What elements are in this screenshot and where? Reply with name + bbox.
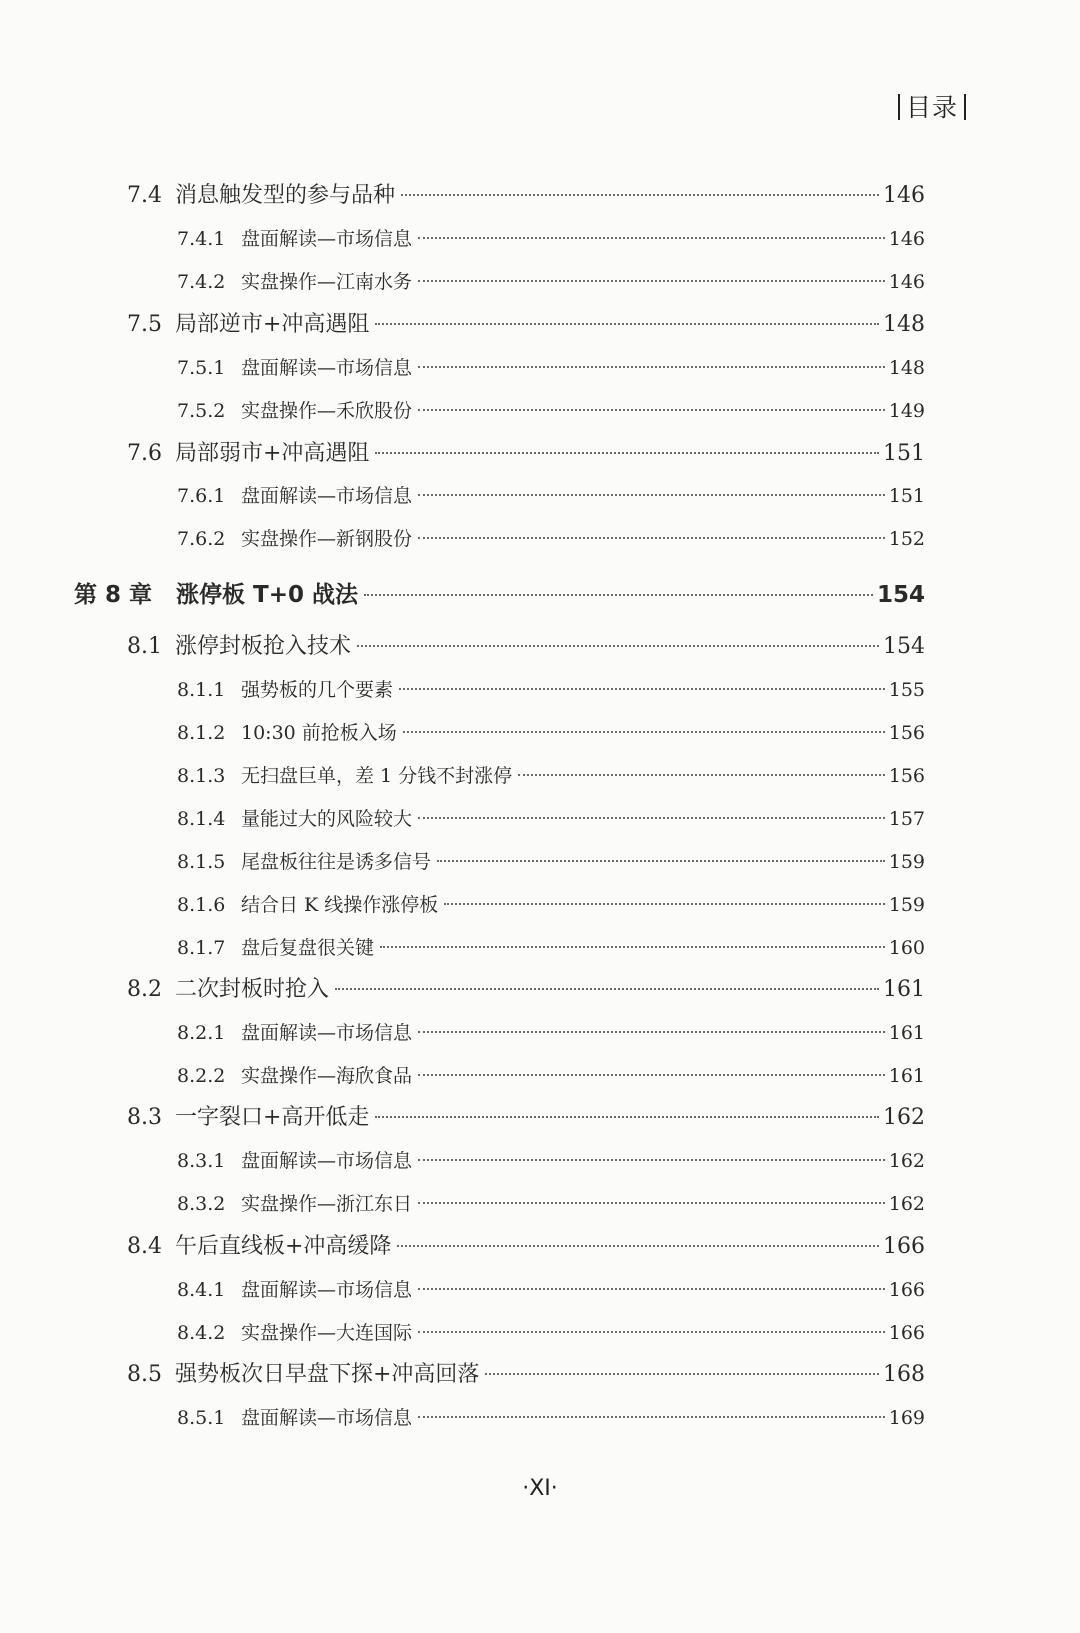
toc-subsection[interactable] <box>177 933 925 960</box>
toc-subsection[interactable] <box>177 1403 925 1430</box>
toc-number: 8.1.5 <box>177 851 226 873</box>
toc-title: 实盘操作—海欣食品 <box>241 1065 413 1087</box>
toc-subsection[interactable] <box>177 761 925 788</box>
dot-leader <box>418 280 885 282</box>
toc-title: 涨停封板抢入技术 <box>175 634 352 659</box>
toc-title: 盘面解读—市场信息 <box>241 1279 413 1301</box>
toc-title: 尾盘板往往是诱多信号 <box>241 851 432 873</box>
toc-title: 局部弱市+冲高遇阻 <box>175 441 370 466</box>
dot-leader <box>518 774 885 776</box>
toc-section[interactable] <box>127 629 925 660</box>
toc-subsection[interactable] <box>177 524 925 551</box>
dot-leader <box>418 1159 885 1161</box>
toc-number: 7.5 <box>127 312 162 337</box>
toc-number: 8.1.1 <box>177 679 226 701</box>
toc-section[interactable] <box>127 1357 925 1388</box>
toc-page: 161 <box>888 1022 925 1044</box>
toc-number: 8.1.7 <box>177 937 226 959</box>
toc-title: 10:30 前抢板入场 <box>241 722 397 744</box>
toc-page: 154 <box>876 582 925 608</box>
dot-leader <box>418 409 885 411</box>
toc-page: 146 <box>888 228 925 250</box>
toc-number: 7.5.2 <box>177 400 226 422</box>
toc-page: 146 <box>888 271 925 293</box>
dot-leader <box>444 903 884 905</box>
toc-subsection[interactable] <box>177 675 925 702</box>
toc-page: 162 <box>888 1193 925 1215</box>
toc-number: 8.2 <box>127 977 162 1002</box>
toc-subsection[interactable] <box>177 718 925 745</box>
dot-leader <box>437 860 885 862</box>
toc-number: 8.4.2 <box>177 1322 226 1344</box>
dot-leader <box>418 1202 885 1204</box>
toc-number: 8.3.2 <box>177 1193 226 1215</box>
toc-page: 161 <box>888 1065 925 1087</box>
toc-title: 实盘操作—新钢股份 <box>241 528 413 550</box>
toc-subsection[interactable] <box>177 353 925 380</box>
dot-leader <box>364 594 873 596</box>
toc-page: 148 <box>883 312 925 337</box>
dot-leader <box>418 1031 885 1033</box>
dot-leader <box>485 1373 879 1375</box>
toc-title: 一字裂口+高开低走 <box>175 1105 370 1130</box>
toc-page: 166 <box>888 1279 925 1301</box>
dot-leader <box>418 1288 885 1290</box>
toc-subsection[interactable] <box>177 1061 925 1088</box>
toc-title: 实盘操作—浙江东日 <box>241 1193 413 1215</box>
toc-page: 160 <box>888 937 925 959</box>
toc-page: 159 <box>888 894 925 916</box>
dot-leader <box>399 688 885 690</box>
toc-section[interactable] <box>127 178 925 209</box>
toc-number: 8.4 <box>127 1234 162 1259</box>
toc-subsection[interactable] <box>177 1275 925 1302</box>
toc-title: 涨停板 T+0 战法 <box>176 582 358 608</box>
toc-page: 152 <box>888 528 925 550</box>
toc-number: 8.3.1 <box>177 1150 226 1172</box>
toc-page: 151 <box>888 485 925 507</box>
toc-page: 168 <box>883 1362 925 1387</box>
toc-page: 169 <box>888 1407 925 1429</box>
toc-page: 151 <box>883 441 925 466</box>
toc-title: 盘后复盘很关键 <box>241 937 375 959</box>
toc-subsection[interactable] <box>177 1146 925 1173</box>
toc-number: 7.5.1 <box>177 357 226 379</box>
toc-title: 盘面解读—市场信息 <box>241 1022 413 1044</box>
toc-section[interactable] <box>127 972 925 1003</box>
page-number: ·XI· <box>522 1476 558 1501</box>
toc-chapter[interactable] <box>74 576 925 609</box>
toc-number: 7.6.1 <box>177 485 226 507</box>
toc-title: 结合日 K 线操作涨停板 <box>241 894 439 916</box>
toc-title: 盘面解读—市场信息 <box>241 357 413 379</box>
toc-subsection[interactable] <box>177 224 925 251</box>
dot-leader <box>418 817 885 819</box>
toc-number: 8.5.1 <box>177 1407 226 1429</box>
toc-title: 无扫盘巨单，差 1 分钱不封涨停 <box>241 765 513 787</box>
toc-number: 8.1.2 <box>177 722 226 744</box>
toc-subsection[interactable] <box>177 1189 925 1216</box>
dot-leader <box>375 452 879 454</box>
toc-subsection[interactable] <box>177 1018 925 1045</box>
toc-number: 8.3 <box>127 1105 162 1130</box>
toc-page: 162 <box>888 1150 925 1172</box>
header-title: 目录 <box>905 93 958 122</box>
dot-leader <box>357 645 879 647</box>
toc-page: 146 <box>883 183 925 208</box>
toc-page: 166 <box>888 1322 925 1344</box>
dot-leader <box>403 731 885 733</box>
toc-title: 盘面解读—市场信息 <box>241 1407 413 1429</box>
toc-subsection[interactable] <box>177 396 925 423</box>
toc-number: 8.1.6 <box>177 894 226 916</box>
toc-title: 午后直线板+冲高缓降 <box>175 1234 392 1259</box>
toc-number: 8.1.4 <box>177 808 226 830</box>
toc-subsection[interactable] <box>177 847 925 874</box>
dot-leader <box>418 1416 885 1418</box>
dot-leader <box>375 1116 879 1118</box>
toc-page: 156 <box>888 722 925 744</box>
toc-title: 二次封板时抢入 <box>175 977 330 1002</box>
toc-page: 162 <box>883 1105 925 1130</box>
dot-leader <box>335 988 879 990</box>
toc-number: 7.6 <box>127 441 162 466</box>
toc-title: 实盘操作—禾欣股份 <box>241 400 413 422</box>
toc-page: 159 <box>888 851 925 873</box>
toc-number: 7.6.2 <box>177 528 226 550</box>
toc-page: 156 <box>888 765 925 787</box>
toc-section[interactable] <box>127 1229 925 1260</box>
toc-title: 实盘操作—大连国际 <box>241 1322 413 1344</box>
toc-title: 盘面解读—市场信息 <box>241 1150 413 1172</box>
toc-number: 第 8 章 <box>74 582 153 608</box>
dot-leader <box>418 537 885 539</box>
toc-subsection[interactable] <box>177 890 925 917</box>
toc-number: 8.4.1 <box>177 1279 226 1301</box>
toc-title: 强势板的几个要素 <box>241 679 394 701</box>
toc-number: 8.5 <box>127 1362 162 1387</box>
toc-title: 强势板次日早盘下探+冲高回落 <box>175 1362 480 1387</box>
dot-leader <box>418 366 885 368</box>
toc-subsection[interactable] <box>177 1318 925 1345</box>
toc-number: 8.2.2 <box>177 1065 226 1087</box>
dot-leader <box>418 1331 885 1333</box>
toc-title: 盘面解读—市场信息 <box>241 485 413 507</box>
toc-subsection[interactable] <box>177 804 925 831</box>
toc-page: 157 <box>888 808 925 830</box>
toc-section[interactable] <box>127 436 925 467</box>
toc-page: 148 <box>888 357 925 379</box>
dot-leader <box>418 237 885 239</box>
toc-subsection[interactable] <box>177 267 925 294</box>
dot-leader <box>418 494 885 496</box>
toc-title: 盘面解读—市场信息 <box>241 228 413 250</box>
toc-number: 7.4.1 <box>177 228 226 250</box>
toc-number: 7.4.2 <box>177 271 226 293</box>
toc-subsection[interactable] <box>177 481 925 508</box>
toc-number: 7.4 <box>127 183 162 208</box>
toc-title: 量能过大的风险较大 <box>241 808 413 830</box>
toc-page: 166 <box>883 1234 925 1259</box>
toc-section[interactable] <box>127 307 925 338</box>
dot-leader <box>418 1074 885 1076</box>
dot-leader <box>375 323 879 325</box>
toc-page: 154 <box>883 634 925 659</box>
dot-leader <box>380 946 885 948</box>
toc-section[interactable] <box>127 1100 925 1131</box>
toc-number: 8.1.3 <box>177 765 226 787</box>
toc-page: 155 <box>888 679 925 701</box>
dot-leader <box>397 1245 879 1247</box>
dot-leader <box>401 194 879 196</box>
toc-title: 实盘操作—江南水务 <box>241 271 413 293</box>
toc-page: 149 <box>888 400 925 422</box>
toc-number: 8.2.1 <box>177 1022 226 1044</box>
toc-number: 8.1 <box>127 634 162 659</box>
toc-title: 消息触发型的参与品种 <box>175 183 396 208</box>
toc-page: 161 <box>883 977 925 1002</box>
toc-title: 局部逆市+冲高遇阻 <box>175 312 370 337</box>
